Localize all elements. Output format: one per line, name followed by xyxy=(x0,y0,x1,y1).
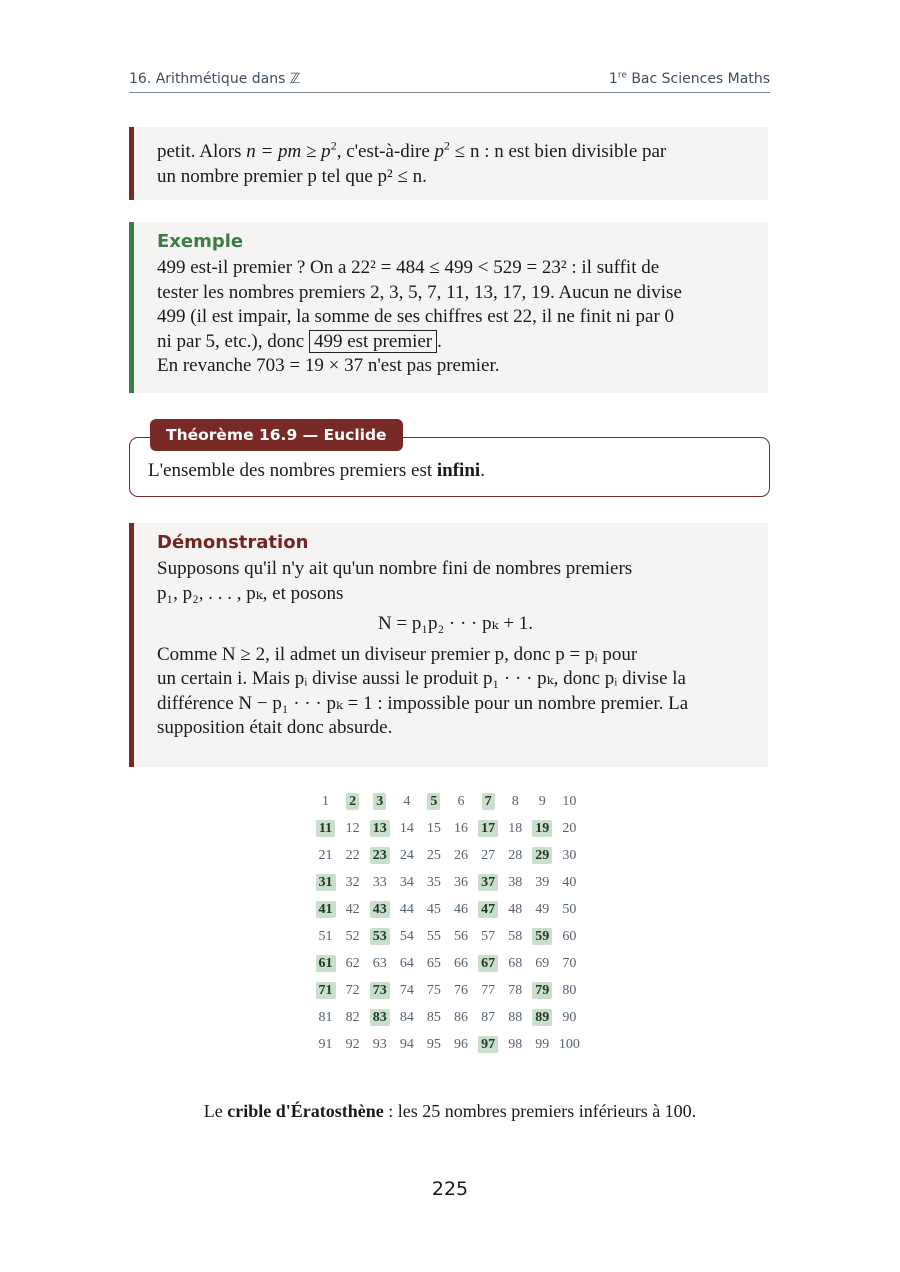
class-level-sup: re xyxy=(617,70,627,81)
sieve-cell: 50 xyxy=(562,901,577,917)
sieve-cell: 55 xyxy=(426,929,441,945)
chapter-title: 16. Arithmétique dans ℤ xyxy=(129,71,301,87)
sieve-cell: 56 xyxy=(454,929,469,945)
sieve-prime-cell: 17 xyxy=(475,821,502,837)
sieve-cell: 26 xyxy=(454,847,469,863)
sieve-cell: 91 xyxy=(318,1037,333,1053)
sieve-cell: 66 xyxy=(454,956,469,972)
sieve-cell: 28 xyxy=(508,847,523,863)
example-line-5: En revanche 703 = 19 × 37 n'est pas premier. xyxy=(157,355,500,376)
sieve-cell: 87 xyxy=(481,1010,496,1026)
sieve-prime-cell: 19 xyxy=(529,821,556,837)
example-title: Exemple xyxy=(157,231,244,252)
sieve-cell: 76 xyxy=(454,983,469,999)
sieve-cell: 10 xyxy=(562,793,577,809)
demo-line-4: un certain i. Mais pᵢ divise aussi le produit p₁ · · · pₖ, donc pᵢ divise la xyxy=(157,668,686,689)
running-header xyxy=(129,70,770,93)
sieve-cell: 69 xyxy=(535,956,550,972)
sieve-cell: 63 xyxy=(372,956,387,972)
sieve-prime-cell: 61 xyxy=(312,956,339,972)
sieve-cell: 15 xyxy=(426,820,441,836)
sieve-cell: 68 xyxy=(508,956,523,972)
example-line-3: 499 (il est impair, la somme de ses chiffres est 22, il ne finit ni par 0 xyxy=(157,306,675,327)
sieve-prime-cell: 89 xyxy=(529,1010,556,1026)
sieve-prime-cell: 71 xyxy=(312,983,339,999)
sieve-cell: 9 xyxy=(538,793,546,809)
sieve-cell: 92 xyxy=(345,1037,360,1053)
sieve-cell: 98 xyxy=(508,1037,523,1053)
sieve-prime-cell: 2 xyxy=(339,794,366,810)
theorem-text: L'ensemble des nombres premiers est infini. xyxy=(148,460,485,481)
sieve-prime-cell: 23 xyxy=(366,848,393,864)
proof-continuation-text xyxy=(157,140,754,189)
sieve-cell: 1 xyxy=(322,793,330,809)
sieve-cell: 77 xyxy=(481,983,496,999)
demonstration-box xyxy=(129,523,768,767)
sieve-caption: Le crible d'Ératosthène : les 25 nombres premiers inférieurs à 100. xyxy=(203,1101,697,1121)
sieve-cell: 20 xyxy=(562,820,577,836)
sieve-cell: 39 xyxy=(535,874,550,890)
sieve-cell: 16 xyxy=(454,820,469,836)
demo-line-1: Supposons qu'il n'y ait qu'un nombre fini de nombres premiers xyxy=(157,558,633,579)
demonstration-text xyxy=(157,557,754,741)
sieve-cell: 6 xyxy=(457,793,465,809)
demonstration-title: Démonstration xyxy=(157,532,309,553)
sieve-row xyxy=(312,951,583,978)
proof-line-2: un nombre premier p tel que p² ≤ n. xyxy=(157,165,427,187)
sieve-row xyxy=(312,896,583,923)
sieve-cell: 22 xyxy=(345,847,360,863)
sieve-cell: 95 xyxy=(426,1037,441,1053)
demo-line-3: Comme N ≥ 2, il admet un diviseur premier p, donc p = pᵢ pour xyxy=(157,643,638,665)
sieve-cell: 80 xyxy=(562,983,577,999)
sieve-cell: 40 xyxy=(562,874,577,890)
sieve-row xyxy=(312,1032,583,1059)
sieve-cell: 51 xyxy=(318,929,333,945)
sieve-row xyxy=(312,788,583,815)
sieve-cell: 32 xyxy=(345,874,360,890)
sieve-cell: 82 xyxy=(345,1010,360,1026)
sieve-prime-cell: 73 xyxy=(366,983,393,999)
sieve-cell: 57 xyxy=(481,929,496,945)
demo-line-2: p₁, p₂, . . . , pₖ, et posons xyxy=(157,582,344,604)
class-level: 1 xyxy=(608,71,618,87)
theorem-title-tab: Théorème 16.9 — Euclide xyxy=(150,419,403,451)
sieve-cell: 49 xyxy=(535,901,550,917)
sieve-prime-cell: 7 xyxy=(475,794,502,810)
sieve-cell: 14 xyxy=(399,820,414,836)
sieve-cell: 33 xyxy=(372,874,387,890)
sieve-cell: 60 xyxy=(562,929,577,945)
sieve-prime-cell: 3 xyxy=(366,794,393,810)
sieve-prime-cell: 43 xyxy=(366,902,393,918)
sieve-cell: 44 xyxy=(399,901,414,917)
sieve-prime-cell: 29 xyxy=(529,848,556,864)
class-label xyxy=(609,71,770,87)
sieve-cell: 45 xyxy=(426,901,441,917)
sieve-cell: 64 xyxy=(399,956,414,972)
sieve-cell: 21 xyxy=(318,847,333,863)
sieve-cell: 48 xyxy=(508,901,523,917)
sieve-cell: 8 xyxy=(511,793,519,809)
sieve-cell: 34 xyxy=(399,874,414,890)
sieve-cell: 99 xyxy=(535,1037,550,1053)
sieve-cell: 12 xyxy=(345,820,360,836)
page-number: 225 xyxy=(431,1178,469,1200)
sieve-cell: 42 xyxy=(345,901,360,917)
sieve-cell: 85 xyxy=(426,1010,441,1026)
theorem-keyword: infini xyxy=(436,460,481,481)
boxed-conclusion: 499 est premier xyxy=(309,330,437,353)
sieve-prime-cell: 13 xyxy=(366,821,393,837)
sieve-cell: 27 xyxy=(481,847,496,863)
class-name: Bac Sciences Maths xyxy=(626,71,770,87)
sieve-prime-cell: 37 xyxy=(475,875,502,891)
example-text xyxy=(157,256,754,379)
sieve-prime-cell: 31 xyxy=(312,875,339,891)
sieve-cell: 25 xyxy=(426,847,441,863)
sieve-cell: 70 xyxy=(562,956,577,972)
sieve-row xyxy=(312,869,583,896)
sieve-cell: 96 xyxy=(454,1037,469,1053)
sieve-cell: 84 xyxy=(399,1010,414,1026)
sieve-row xyxy=(312,842,583,869)
sieve-prime-cell: 83 xyxy=(366,1010,393,1026)
sieve-cell: 54 xyxy=(399,929,414,945)
sieve-cell: 78 xyxy=(508,983,523,999)
example-box xyxy=(129,222,768,393)
example-line-4: ni par 5, etc.), donc 499 est premier . xyxy=(157,330,442,352)
sieve-cell: 24 xyxy=(399,847,414,863)
sieve-prime-cell: 5 xyxy=(420,794,447,810)
proof-line-1: petit. Alors n = pm ≥ $p^2$, c'est-à-dire $p^2 \le n$ : n est bien divisible par xyxy=(157,138,667,162)
sieve-prime-cell: 67 xyxy=(475,956,502,972)
sieve-row xyxy=(312,1005,583,1032)
sieve-cell: 86 xyxy=(454,1010,469,1026)
caption-bold: crible d'Ératosthène xyxy=(227,1101,384,1121)
sieve-cell: 90 xyxy=(562,1010,577,1026)
sieve-prime-cell: 11 xyxy=(312,821,339,837)
sieve-prime-cell: 59 xyxy=(529,929,556,945)
sieve-cell: 75 xyxy=(426,983,441,999)
sieve-row xyxy=(312,978,583,1005)
sieve-cell: 30 xyxy=(562,847,577,863)
example-line-1: 499 est-il premier ? On a 22² = 484 ≤ 499 < 529 = 23² : il suffit de xyxy=(157,257,660,278)
sieve-cell: 93 xyxy=(372,1037,387,1053)
sieve-row xyxy=(312,815,583,842)
sieve-cell: 58 xyxy=(508,929,523,945)
sieve-cell: 36 xyxy=(454,874,469,890)
sieve-cell: 65 xyxy=(426,956,441,972)
sieve-row xyxy=(312,923,583,950)
sieve-prime-cell: 53 xyxy=(366,929,393,945)
example-line-2: tester les nombres premiers 2, 3, 5, 7, 11, 13, 17, 19. Aucun ne divise xyxy=(157,281,682,303)
sieve-cell: 81 xyxy=(318,1010,333,1026)
sieve-prime-cell: 41 xyxy=(312,902,339,918)
sieve-cell: 38 xyxy=(508,874,523,890)
demo-line-6: supposition était donc absurde. xyxy=(157,717,393,738)
sieve-cell: 46 xyxy=(454,901,469,917)
sieve-cell: 52 xyxy=(345,929,360,945)
sieve-prime-cell: 47 xyxy=(475,902,502,918)
sieve-prime-cell: 97 xyxy=(475,1037,502,1053)
sieve-prime-cell: 79 xyxy=(529,983,556,999)
demo-equation: N = p₁p₂ · · · pₖ + 1. xyxy=(377,613,534,634)
sieve-cell: 100 xyxy=(558,1037,580,1053)
proof-continuation-box xyxy=(129,127,768,200)
sieve-grid xyxy=(312,788,583,1059)
sieve-cell: 72 xyxy=(345,983,360,999)
sieve-cell: 94 xyxy=(399,1037,414,1053)
sieve-cell: 35 xyxy=(426,874,441,890)
sieve-cell: 4 xyxy=(403,793,411,809)
sieve-cell: 74 xyxy=(399,983,414,999)
demo-line-5: différence N − p₁ · · · pₖ = 1 : impossible pour un nombre premier. La xyxy=(157,692,689,714)
sieve-cell: 62 xyxy=(345,956,360,972)
sieve-cell: 18 xyxy=(508,820,523,836)
sieve-cell: 88 xyxy=(508,1010,523,1026)
